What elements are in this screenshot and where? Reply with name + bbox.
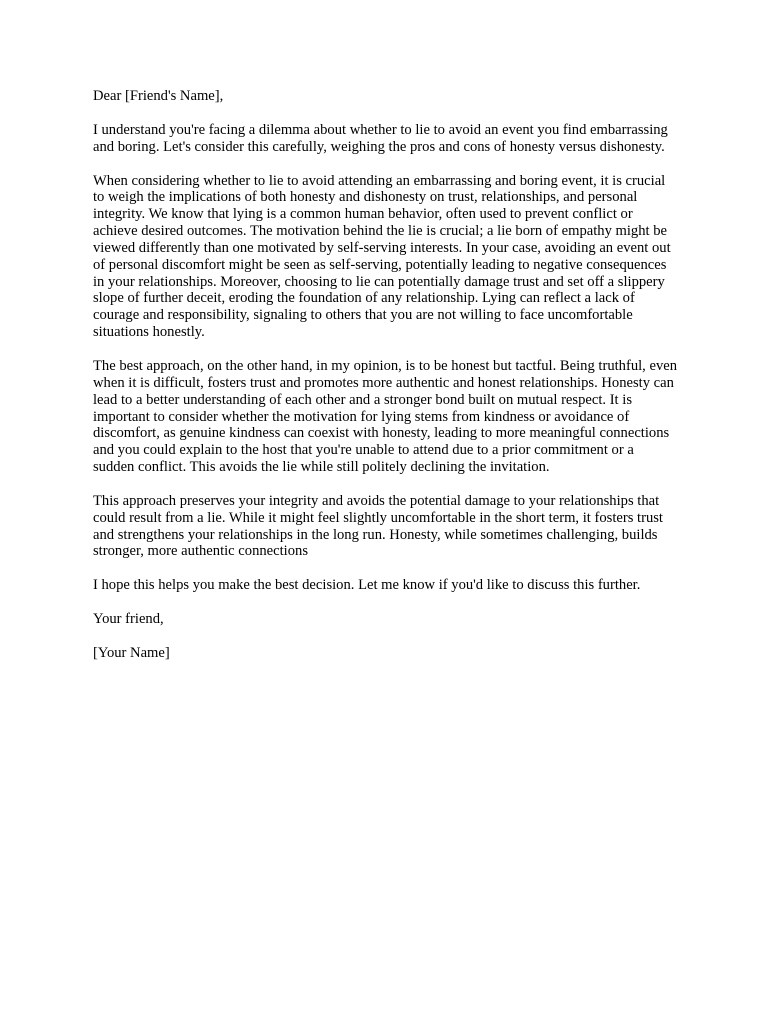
letter-paragraph-best-approach: The best approach, on the other hand, in my opinion, is to be honest but tactful. Being truthful, even when it is difficult, fosters trust and promotes more authentic and honest relationships. Honesty can lead to a better understanding of each other and a stronger bond built on mutual respect. It is important to consider whether the motivation for lying stems from kindness or avoidance of discomfort, as genuine kindness can coexist with honesty, leading to more meaningful connections and you could explain to the host that you're unable to attend due to a prior commitment or a sudden conflict. This avoids the lie while still politely declining the invitation. [93,357,678,476]
letter-salutation: Dear [Friend's Name], [93,88,224,104]
letter-paragraph-sign-off: I hope this helps you make the best decision. Let me know if you'd like to discuss this further. [93,577,641,594]
letter-paragraph-considerations: When considering whether to lie to avoid attending an embarrassing and boring event, it is crucial to weigh the implications of both honesty and dishonesty on trust, relationships, and personal integrity. We know that lying is a common human behavior, often used to prevent conflict or achieve desired outcomes. The motivation behind the lie is crucial; a lie born of empathy might be viewed differently than one motivated by self-serving interests. In your case, avoiding an event out of personal discomfort might be seen as self-serving, potentially leading to negative consequences in your relationships. Moreover, choosing to lie can potentially damage trust and set off a slippery slope of further deceit, eroding the foundation of any relationship. Lying can reflect a lack of courage and responsibility, signaling to others that you are not willing to face uncomfortable situations honestly. [93,172,671,341]
letter-paragraph-intro: I understand you're facing a dilemma about whether to lie to avoid an event you find embarrassing and boring. Let's consider this carefully, weighing the pros and cons of honesty versus dishonesty. [93,121,668,155]
letter-closing: Your friend, [93,611,164,628]
letter-signature: [Your Name] [93,644,170,661]
letter-paragraph-conclusion: This approach preserves your integrity and avoids the potential damage to your relationships that could result from a lie. While it might feel slightly uncomfortable in the short term, it fosters trust and strengthens your relationships in the long run. Honesty, while sometimes challenging, builds stronger, more authentic connections [93,492,663,560]
